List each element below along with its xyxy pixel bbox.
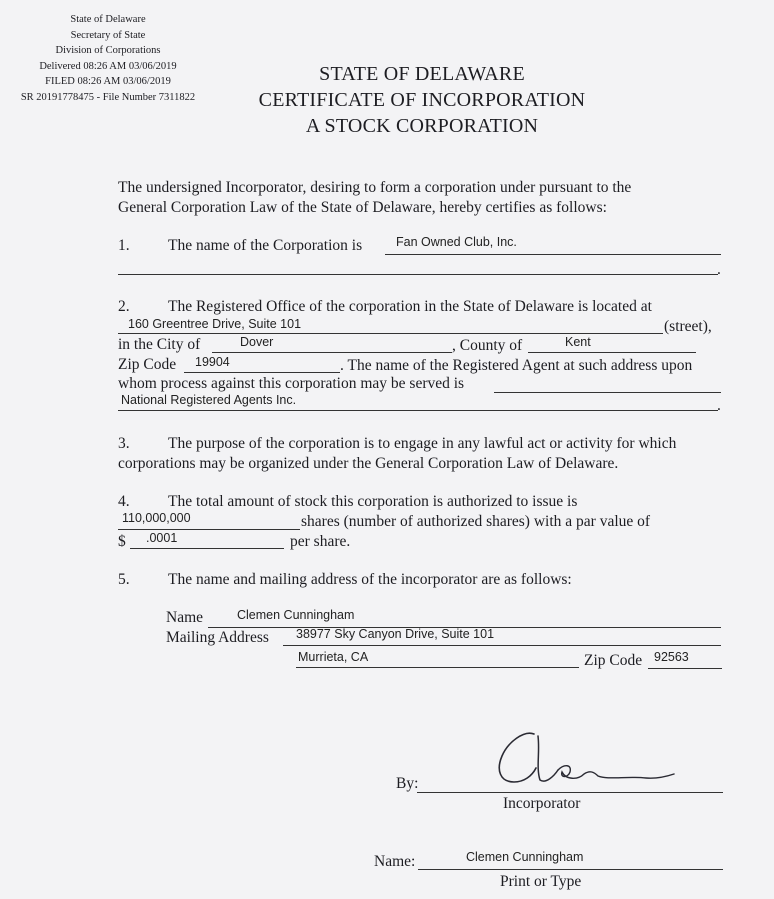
incorporator-caption: Incorporator: [503, 795, 581, 812]
incorporator-name-label: Name: [166, 609, 204, 626]
incorporator-zip-value: 92563: [654, 650, 689, 664]
section-1-text: The name of the Corporation is: [168, 237, 363, 254]
agent-value: National Registered Agents Inc.: [121, 393, 297, 407]
stamp-line-5: FILED 08:26 AM 03/06/2019: [45, 76, 171, 88]
section-3-line-2: corporations may be organized under the General Corporation Law of Delaware.: [118, 455, 619, 472]
print-or-type-caption: Print or Type: [500, 873, 582, 890]
county-label: , County of: [452, 337, 523, 354]
printed-name-label: Name:: [374, 853, 416, 870]
section-3-number: 3.: [118, 435, 130, 452]
intro-line-1: The undersigned Incorporator, desiring to form a corporation under pursuant to the: [118, 179, 632, 196]
section-1-period: .: [717, 261, 721, 278]
printed-name-value: Clemen Cunningham: [466, 850, 584, 864]
incorporator-name-value: Clemen Cunningham: [237, 608, 355, 622]
shares-text: shares (number of authorized shares) with a par value of: [301, 513, 651, 530]
section-1-number: 1.: [118, 237, 130, 254]
agent-text-1: . The name of the Registered Agent at such address upon: [340, 357, 693, 374]
signature-icon: [486, 724, 676, 794]
stamp-line-4: Delivered 08:26 AM 03/06/2019: [39, 60, 177, 72]
stamp-line-1: State of Delaware: [70, 14, 146, 25]
stamp-line-6: SR 20191778475 - File Number 7311822: [20, 91, 196, 103]
mailing-address-label: Mailing Address: [166, 629, 269, 646]
par-value: .0001: [146, 531, 178, 545]
shares-value: 110,000,000: [122, 511, 191, 525]
corporation-name-line-2: [118, 274, 718, 275]
by-label: By:: [396, 775, 419, 792]
per-share: per share.: [290, 533, 351, 550]
agent-line-1: [494, 392, 721, 393]
shares-line: [118, 529, 300, 530]
zip-label: Zip Code: [118, 356, 177, 373]
stamp-line-3: Division of Corporations: [55, 45, 161, 57]
section-5-number: 5.: [118, 571, 130, 588]
agent-text-2: whom process against this corporation may be served is: [118, 375, 465, 392]
street-value: 160 Greentree Drive, Suite 101: [128, 317, 302, 331]
incorporator-zip-line: [648, 668, 722, 669]
filing-stamp: [4, 12, 212, 106]
document-title: [222, 61, 622, 139]
handwritten-signature: [486, 724, 676, 794]
mailing-address-line-2: [296, 667, 579, 668]
zip-value: 19904: [195, 355, 230, 369]
signature-line: [417, 792, 723, 793]
section-4-line-1: The total amount of stock this corporation is authorized to issue is: [168, 493, 578, 510]
city-line: [212, 352, 452, 353]
title-line-2: CERTIFICATE OF INCORPORATION: [258, 89, 586, 111]
section-2-number: 2.: [118, 298, 130, 315]
section-3-line-1: The purpose of the corporation is to engage in any lawful act or activity for which: [168, 435, 677, 452]
incorporator-zip-label: Zip Code: [584, 652, 643, 669]
mailing-address-value-2: Murrieta, CA: [298, 650, 369, 664]
section-2-period: .: [717, 397, 721, 414]
corporation-name-line: [385, 254, 721, 255]
stamp-line-2: Secretary of State: [70, 29, 146, 41]
dollar-sign: $: [118, 533, 126, 550]
printed-name-line: [418, 869, 723, 870]
section-4-number: 4.: [118, 493, 130, 510]
title-line-3: A STOCK CORPORATION: [305, 115, 539, 137]
city-label: in the City of: [118, 336, 201, 353]
zip-line: [184, 372, 340, 373]
mailing-address-line-1: [283, 645, 721, 646]
street-label: (street),: [664, 318, 712, 335]
mailing-address-value-1: 38977 Sky Canyon Drive, Suite 101: [296, 627, 495, 641]
county-line: [528, 352, 696, 353]
section-2-text: The Registered Office of the corporation in the State of Delaware is located at: [168, 298, 652, 315]
section-5-text: The name and mailing address of the incorporator are as follows:: [168, 571, 572, 588]
corporation-name-value: Fan Owned Club, Inc.: [396, 235, 517, 249]
county-value: Kent: [565, 335, 591, 349]
city-value: Dover: [240, 335, 274, 349]
par-value-line: [130, 548, 284, 549]
title-line-1: STATE OF DELAWARE: [319, 63, 525, 85]
street-line: [118, 333, 663, 334]
intro-line-2: General Corporation Law of the State of Delaware, hereby certifies as follows:: [118, 199, 607, 216]
agent-line-2: [118, 410, 718, 411]
